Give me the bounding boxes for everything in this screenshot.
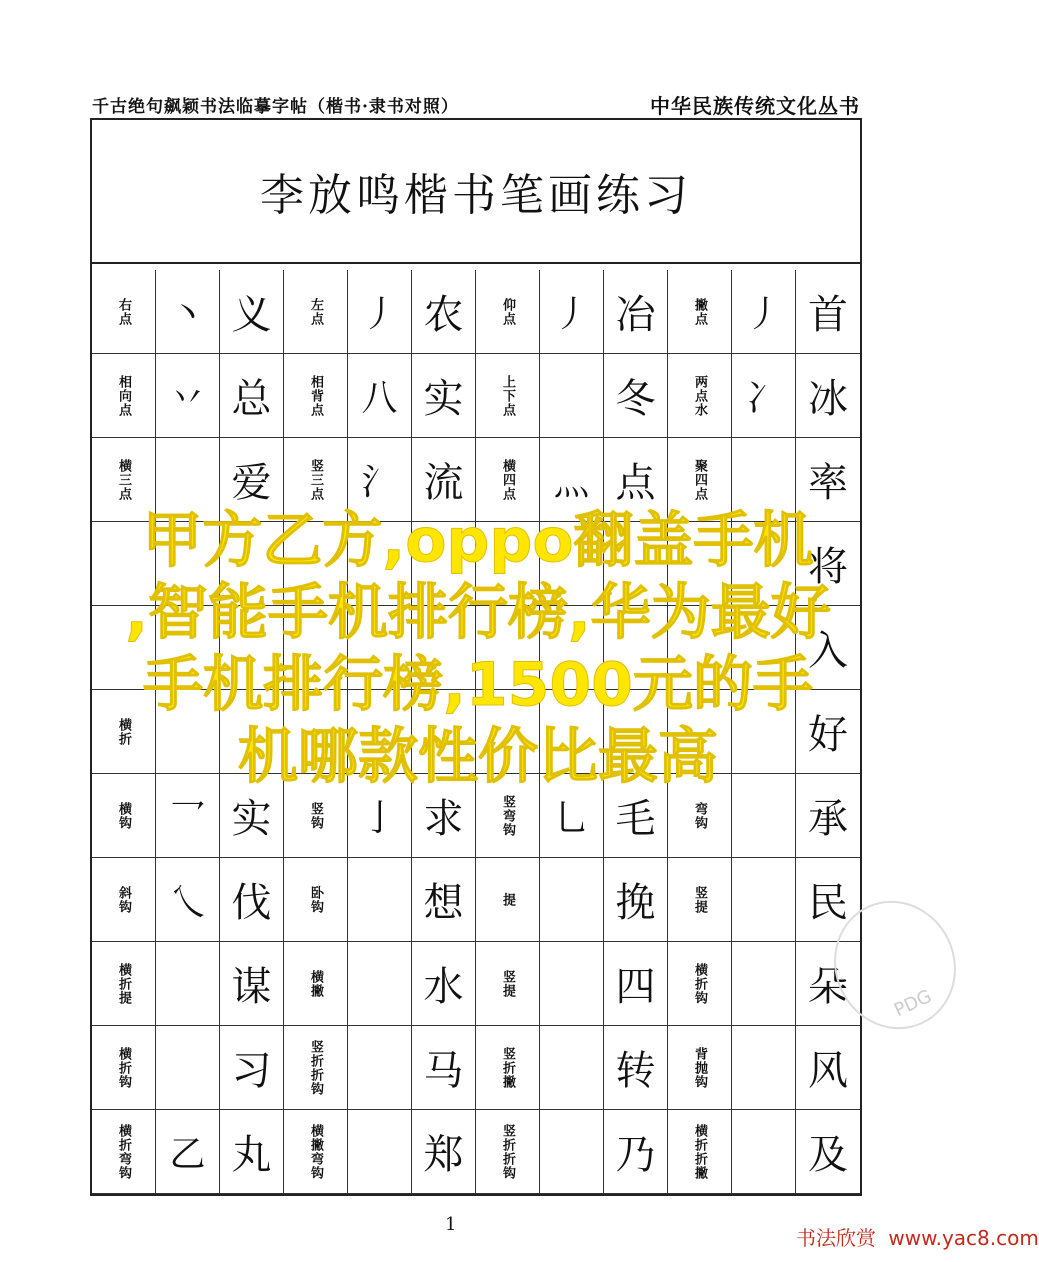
grid-cell: [220, 354, 284, 438]
stroke-name-label: 横三点: [116, 458, 131, 501]
grid-cell: [156, 270, 220, 354]
grid-cell: [604, 858, 668, 942]
header-left: 千古绝句飙颖书法临摹字帖（楷书·隶书对照）: [92, 97, 459, 117]
stroke-sample: 亅: [361, 798, 398, 839]
stroke-name-label: 聚四点: [692, 458, 707, 501]
example-character: 想: [423, 880, 464, 926]
stroke-name-label: 竖折折钩: [308, 1039, 323, 1096]
stroke-name-label: 右点: [116, 297, 131, 326]
stroke-name-label: 横钩: [116, 801, 131, 830]
grid-cell: [476, 270, 540, 354]
overlay-caption: [0, 505, 956, 793]
stroke-name-label: 两点水: [692, 374, 707, 417]
grid-cell: [604, 354, 668, 438]
grid-cell: [604, 270, 668, 354]
example-character: 毛: [615, 796, 656, 842]
example-character: 民: [808, 880, 848, 926]
example-character: 马: [423, 1048, 464, 1094]
example-character: 流: [423, 460, 464, 506]
example-character: 伐: [231, 880, 272, 926]
grid-cell: [220, 942, 284, 1026]
stroke-name-label: 竖提: [692, 885, 707, 914]
grid-cell: [668, 270, 732, 354]
stroke-name-label: 左点: [308, 297, 323, 326]
grid-cell: [476, 942, 540, 1026]
stroke-name-label: 横撇: [308, 969, 323, 998]
grid-cell: [732, 270, 796, 354]
example-character: 爱: [231, 460, 272, 506]
example-character: 朵: [808, 964, 848, 1010]
grid-cell: [476, 354, 540, 438]
overlay-line: 机哪款性价比最高: [238, 722, 718, 792]
stroke-name-label: 横折钩: [692, 962, 707, 1005]
overlay-line: 手机排行榜,1500元的手: [143, 650, 813, 720]
stroke-name-label: 竖钩: [308, 801, 323, 830]
example-character: 乃: [615, 1132, 656, 1178]
grid-cell: [348, 354, 412, 438]
example-character: 习: [231, 1048, 272, 1094]
stroke-sample: 丿: [745, 294, 782, 335]
grid-cell: [220, 270, 284, 354]
stroke-sample: 乙: [169, 1134, 206, 1175]
example-character: 水: [423, 964, 464, 1010]
example-character: 入: [808, 628, 848, 674]
stroke-name-label: 横四点: [500, 458, 515, 501]
stroke-sample: 乚: [553, 798, 590, 839]
example-character: 总: [231, 376, 272, 422]
stroke-sample: 冫: [745, 378, 782, 419]
grid-cell: [284, 942, 348, 1026]
example-character: 冰: [808, 376, 848, 422]
grid-cell: [284, 1026, 348, 1110]
grid-cell: [92, 354, 156, 438]
watermark-text: PDG: [890, 985, 935, 1022]
stroke-sample: 丶: [169, 294, 206, 335]
grid-cell: [668, 1110, 732, 1194]
grid-cell: [156, 1026, 220, 1110]
example-character: 将: [808, 544, 848, 590]
grid-cell: [92, 858, 156, 942]
example-character: 实: [231, 796, 272, 842]
stroke-name-label: 相背点: [308, 374, 323, 417]
example-character: 郑: [423, 1132, 464, 1178]
grid-cell: [412, 942, 476, 1026]
stroke-sample: 乀: [169, 882, 206, 923]
stroke-name-label: 背抛钩: [692, 1046, 707, 1089]
stroke-name-label: 横折折撇: [692, 1123, 707, 1180]
example-character: 点: [615, 460, 656, 506]
grid-cell: [348, 858, 412, 942]
grid-cell: [284, 354, 348, 438]
example-character: 挽: [615, 880, 656, 926]
grid-cell: [668, 858, 732, 942]
grid-cell: [412, 1110, 476, 1194]
example-character: 冬: [615, 376, 656, 422]
stroke-sample: 氵: [361, 462, 398, 503]
grid-cell: [540, 942, 604, 1026]
grid-cell: [412, 858, 476, 942]
example-character: 率: [808, 460, 848, 506]
stroke-sample: 丿: [553, 294, 590, 335]
grid-cell: [284, 270, 348, 354]
stroke-name-label: 相向点: [116, 374, 131, 417]
header-right: 中华民族传统文化丛书: [650, 94, 860, 118]
grid-cell: [476, 1110, 540, 1194]
grid-cell: [540, 270, 604, 354]
example-character: 求: [423, 796, 464, 842]
grid-cell: [540, 858, 604, 942]
stroke-name-label: 上下点: [500, 374, 515, 417]
grid-cell: [732, 1026, 796, 1110]
stroke-name-label: 卧钩: [308, 885, 323, 914]
stroke-name-label: 竖提: [500, 969, 515, 998]
stroke-name-label: 横撇弯钩: [308, 1123, 323, 1180]
stroke-name-label: 横折钩: [116, 1046, 131, 1089]
page-title: 李放鸣楷书笔画练习: [260, 170, 692, 221]
example-character: 及: [808, 1132, 848, 1178]
grid-cell: [796, 1110, 860, 1194]
grid-cell: [348, 270, 412, 354]
grid-cell: [348, 942, 412, 1026]
grid-cell: [348, 1110, 412, 1194]
grid-cell: [604, 1026, 668, 1110]
grid-cell: [732, 942, 796, 1026]
grid-cell: [540, 354, 604, 438]
stroke-name-label: 横折弯钩: [116, 1123, 131, 1180]
example-character: 农: [423, 292, 464, 338]
stroke-name-label: 竖三点: [308, 458, 323, 501]
grid-cell: [156, 858, 220, 942]
grid-cell: [220, 858, 284, 942]
stroke-name-label: 提: [500, 892, 515, 907]
grid-cell: [796, 1026, 860, 1110]
grid-cell: [284, 858, 348, 942]
stroke-name-label: 斜钩: [116, 885, 131, 914]
grid-cell: [668, 942, 732, 1026]
page-number: 1: [445, 1214, 457, 1235]
grid-cell: [732, 858, 796, 942]
footer-label: 书法欣赏: [796, 1226, 876, 1250]
stroke-sample: 灬: [553, 462, 590, 503]
example-character: 谋: [231, 964, 272, 1010]
stroke-sample: 丷: [169, 378, 206, 419]
example-character: 实: [423, 376, 464, 422]
example-character: 首: [808, 292, 848, 338]
stroke-name-label: 横折提: [116, 962, 131, 1005]
example-character: 丸: [231, 1132, 272, 1178]
title-box: [92, 120, 860, 264]
example-character: 冶: [615, 292, 656, 338]
example-character: 好: [808, 712, 848, 758]
grid-cell: [412, 354, 476, 438]
footer-credit: [790, 1222, 1039, 1251]
grid-cell: [604, 942, 668, 1026]
grid-cell: [92, 942, 156, 1026]
grid-cell: [668, 354, 732, 438]
grid-cell: [92, 270, 156, 354]
stroke-name-label: 竖折折钩: [500, 1123, 515, 1180]
grid-cell: [604, 1110, 668, 1194]
grid-cell: [540, 1026, 604, 1110]
grid-cell: [156, 354, 220, 438]
overlay-line: ,智能手机排行榜,华为最好: [125, 578, 831, 648]
grid-cell: [476, 858, 540, 942]
grid-cell: [476, 1026, 540, 1110]
grid-cell: [284, 1110, 348, 1194]
grid-cell: [92, 1110, 156, 1194]
overlay-line: 甲方乙方,oppo翻盖手机: [142, 506, 814, 576]
grid-cell: [220, 1110, 284, 1194]
stroke-name-label: 弯钩: [692, 801, 707, 830]
stroke-sample: 八: [361, 378, 398, 419]
stroke-name-label: 竖折撇: [500, 1046, 515, 1089]
grid-cell: [348, 1026, 412, 1110]
grid-cell: [796, 354, 860, 438]
grid-cell: [732, 1110, 796, 1194]
example-character: 四: [615, 964, 656, 1010]
grid-cell: [92, 1026, 156, 1110]
stroke-name-label: 撇点: [692, 297, 707, 326]
grid-cell: [540, 1110, 604, 1194]
grid-cell: [156, 942, 220, 1026]
grid-cell: [732, 354, 796, 438]
grid-cell: [156, 1110, 220, 1194]
example-character: 转: [615, 1048, 656, 1094]
grid-cell: [668, 1026, 732, 1110]
stroke-sample: 丿: [361, 294, 398, 335]
example-character: 风: [808, 1048, 848, 1094]
stroke-sample: 乛: [169, 798, 206, 839]
stroke-name-label: 竖弯钩: [500, 794, 515, 837]
grid-cell: [796, 270, 860, 354]
grid-cell: [412, 1026, 476, 1110]
footer-url[interactable]: www.yac8.com: [888, 1226, 1039, 1250]
example-character: 承: [808, 796, 848, 842]
stroke-name-label: 横折: [116, 717, 131, 746]
grid-cell: [220, 1026, 284, 1110]
stroke-name-label: 仰点: [500, 297, 515, 326]
grid-cell: [412, 270, 476, 354]
example-character: 义: [231, 292, 272, 338]
